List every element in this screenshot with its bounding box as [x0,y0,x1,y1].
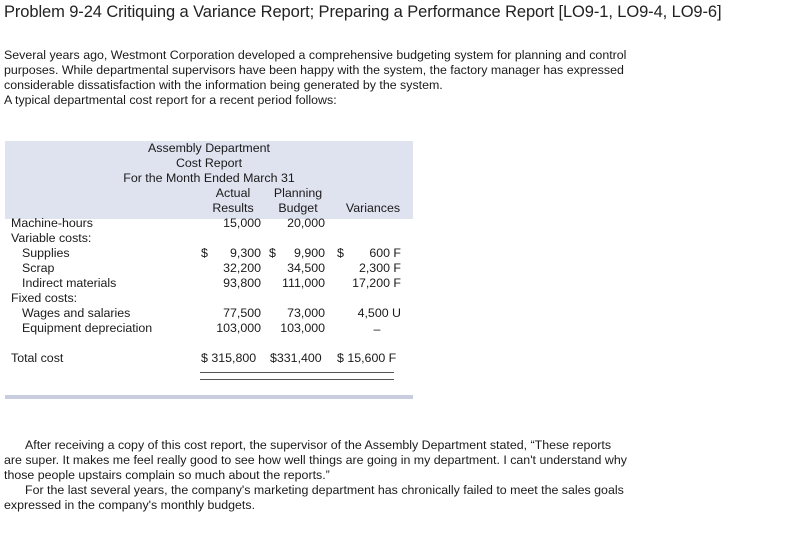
col-header-budget-1: Planning [273,186,323,200]
total-actual: $ 315,800 [201,351,257,365]
row-label-scrap: Scrap [22,261,55,275]
closing-paragraph-2: For the last several years, the company's marketing department has chronically failed to meet the sales goals expressed in the company's monthly budgets. [4,483,624,512]
col-header-actual-1: Actual [215,186,251,200]
scrap-actual: 32,200 [223,261,261,275]
section-label-variable-costs: Variable costs: [11,231,92,245]
row-label-indirect-materials: Indirect materials [22,276,117,290]
depreciation-actual: 103,000 [216,321,261,335]
supplies-budget-dollar-sign: $ [269,246,276,260]
row-label-supplies: Supplies [22,246,70,260]
total-double-rule-top [200,372,394,373]
row-label-equipment-depreciation: Equipment depreciation [22,321,153,335]
intro-paragraph-2: A typical departmental cost report for a recent period follows: [4,93,337,107]
wages-actual: 77,500 [223,306,261,320]
intro-paragraph-1: Several years ago, Westmont Corporation developed a comprehensive budgeting system for planning and control purposes. While departmental supervisors have been happy with the system, the factory manager has expressed considerable dissatisfaction with the information being generated by the system. [4,48,627,92]
report-heading-period: For the Month Ended March 31 [123,171,295,185]
depreciation-budget: 103,000 [280,321,325,335]
supplies-actual: 9,300 [229,246,261,260]
scrap-budget: 34,500 [287,261,325,275]
supplies-variance-dollar-sign: $ [337,246,344,260]
report-heading-title: Cost Report [175,156,243,170]
machine-hours-actual: 15,000 [223,216,261,230]
supplies-budget: 9,900 [293,246,325,260]
total-budget: $331,400 [270,351,322,365]
scrap-variance: 2,300 F [358,261,401,275]
report-heading-department: Assembly Department [148,141,270,155]
total-double-rule-bottom [200,379,394,380]
row-label-machine-hours: Machine-hours [11,216,93,230]
row-label-total-cost: Total cost [11,351,64,365]
supplies-variance: 600 F [369,246,401,260]
col-header-actual-2: Results [212,201,254,215]
total-variance: $ 15,600 F [337,351,397,365]
machine-hours-budget: 20,000 [287,216,325,230]
indirect-variance: 17,200 F [352,276,401,290]
col-header-variances: Variances [345,201,401,215]
depreciation-variance: – [373,322,381,336]
indirect-budget: 111,000 [282,276,325,290]
wages-variance: 4,500 U [357,306,401,320]
supplies-actual-dollar-sign: $ [201,246,208,260]
closing-text [4,438,629,513]
cost-report-table [5,141,413,399]
report-footer-band [5,395,413,399]
indirect-actual: 93,800 [223,276,261,290]
section-label-fixed-costs: Fixed costs: [11,291,78,305]
wages-budget: 73,000 [287,306,325,320]
col-header-budget-2: Budget [278,201,318,215]
row-label-wages-salaries: Wages and salaries [22,306,131,320]
closing-paragraph-1: After receiving a copy of this cost report, the supervisor of the Assembly Department stated, “These reports are super. It makes me feel really good to see how well things are going in my department. I can't understand why those people upstairs complain so much about the reports.” [4,438,627,482]
problem-title: Problem 9-24 Critiquing a Variance Report; Preparing a Performance Report [LO9-1, LO9-4, LO9-6] [4,3,722,21]
intro-text [4,48,644,108]
